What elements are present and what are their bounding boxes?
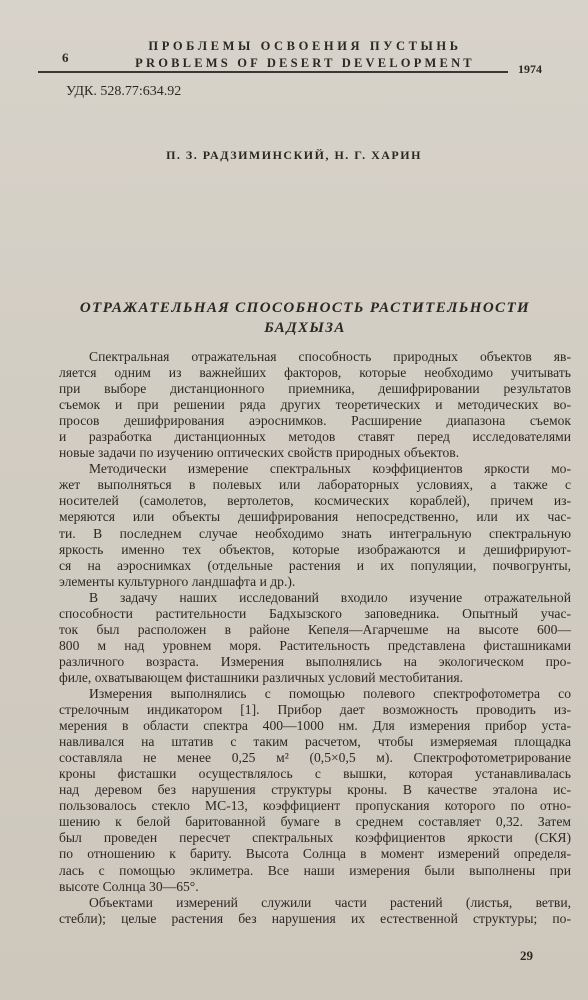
udk-code: УДК. 528.77:634.92 xyxy=(66,84,182,99)
article-title-line-1: ОТРАЖАТЕЛЬНАЯ СПОСОБНОСТЬ РАСТИТЕЛЬНОСТИ xyxy=(79,300,531,316)
authors: П. З. РАДЗИМИНСКИЙ, Н. Г. ХАРИН xyxy=(166,148,422,162)
text-line: по отношению к бариту. Высота Солнца в момент измерений определя- xyxy=(59,846,571,862)
header-page-number: 6 xyxy=(62,50,69,65)
text-line: пользовалось стекло МС-13, коэффициент пропускания которого по отно- xyxy=(59,798,571,814)
text-line: ти. В последнем случае необходимо знать интегральную спектральную xyxy=(59,525,571,541)
text-line: и разработка дистанционных методов ставят перед исследователями xyxy=(59,429,571,445)
text-line: мерения в области спектра 400—1000 нм. Для измерения прибор уста- xyxy=(59,718,571,734)
text-line: яркость именно тех объектов, которые изображаются и дешифрируют- xyxy=(59,541,571,557)
article-title-line-2: БАДХЫЗА xyxy=(264,320,346,336)
text-line: высоте Солнца 30—65°. xyxy=(59,878,199,894)
text-line: филе, охватывающем фисташники различных условий местобитания. xyxy=(59,669,464,685)
text-line: был проведен пересчет спектральных коэффициентов яркости (СКЯ) xyxy=(59,830,571,846)
text-line: лась с помощью эклиметра. Все наши измерения были выполнены при xyxy=(59,862,571,878)
journal-title-en: PROBLEMS OF DESERT DEVELOPMENT xyxy=(135,56,475,70)
text-line: новые задачи по изучению оптических свойств природных объектов. xyxy=(59,445,460,461)
text-line: различного возраста. Измерения выполнялись на экологическом про- xyxy=(59,653,571,669)
text-line: В задачу наших исследований входило изучение отражательной xyxy=(89,589,571,605)
text-line: ток был расположен в районе Кепеля—Агарчешме на высоте 600— xyxy=(59,621,571,637)
text-line: Методически измерение спектральных коэффициентов яркости мо- xyxy=(89,461,571,477)
text-line: способности растительности Бадхызского заповедника. Опытный учас- xyxy=(59,605,571,621)
text-line: элементы культурного ландшафта и др.). xyxy=(59,573,296,589)
article-title xyxy=(40,298,570,338)
text-line: съемок и при решении ряда других теоретических и методических во- xyxy=(59,397,571,413)
text-line: Объектами измерений служили части растений (листья, ветви, xyxy=(89,894,571,910)
text-line: стрелочным индикатором [1]. Прибор дает возможность проводить из- xyxy=(59,702,571,718)
header-rule xyxy=(38,71,508,73)
text-line: жет выполняться в полевых или лабораторных условиях, а также с xyxy=(59,477,571,493)
text-line: шению к белой баритованной бумаге в среднем составляет 0,32. Затем xyxy=(59,814,571,830)
text-line: навливался на штатив с таким расчетом, чтобы измеряемая площадка xyxy=(59,734,571,750)
journal-title xyxy=(130,38,480,72)
text-line: кроны фисташки осуществлялось с вышки, которая устанавливалась xyxy=(59,766,571,782)
journal-title-ru: ПРОБЛЕМЫ ОСВОЕНИЯ ПУСТЫНЬ xyxy=(148,39,462,53)
footer-page-number: 29 xyxy=(520,948,533,963)
text-line: ляется одним из важнейших факторов, которые необходимо учитывать xyxy=(59,365,571,381)
text-line: ся на аэроснимках (отдельные растения и их популяции, почвогрунты, xyxy=(59,557,571,573)
text-line: меряются или объекты дешифрирования непосредственно, или их час- xyxy=(59,509,571,525)
text-line: над деревом без нарушения структуры кроны. В качестве эталона ис- xyxy=(59,782,571,798)
text-line: Спектральная отражательная способность природных объектов яв- xyxy=(89,349,571,364)
text-line: составляла не менее 0,25 м² (0,5×0,5 м). Спектрофотометрирование xyxy=(59,750,571,766)
text-line: стебли); целые растения без нарушения их естественной структуры; по- xyxy=(59,910,571,926)
text-line: просов дешифрирования аэроснимков. Расширение диапазона съемок xyxy=(59,413,571,429)
header-year: 1974 xyxy=(518,62,542,76)
article-body xyxy=(59,349,571,927)
text-line: 800 м над уровнем моря. Растительность представлена фисташниками xyxy=(59,637,571,653)
text-line: при выборе дистанционного приемника, дешифрировании результатов xyxy=(59,381,571,397)
text-line: Измерения выполнялись с помощью полевого спектрофотометра со xyxy=(89,685,571,701)
text-line: носителей (самолетов, вертолетов, космических кораблей), причем из- xyxy=(59,493,571,509)
